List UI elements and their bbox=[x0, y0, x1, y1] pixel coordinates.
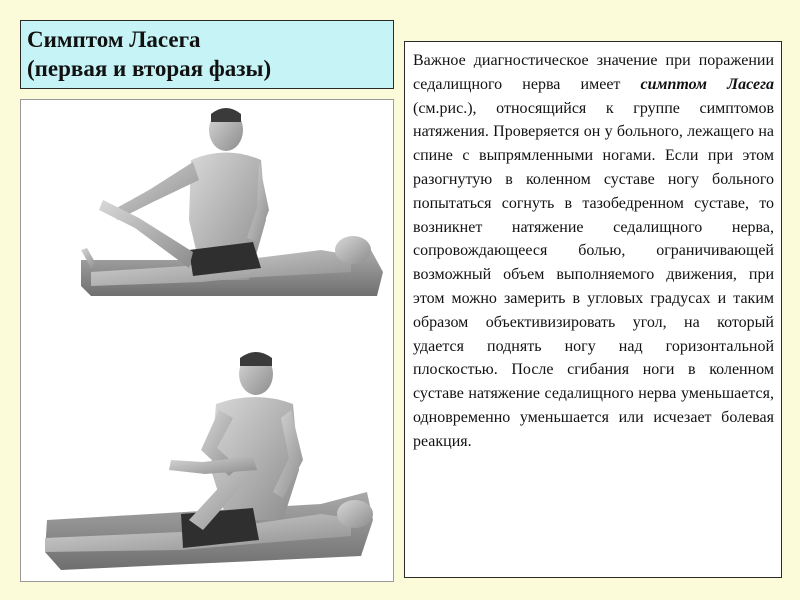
slide-title: Симптом Ласега bbox=[27, 27, 201, 52]
description-box bbox=[404, 41, 782, 578]
description-text-start: Важное диагностическое значение при поражении седалищного нерва имеет bbox=[413, 52, 774, 93]
title-box bbox=[20, 20, 394, 89]
phase-2-figure bbox=[45, 352, 373, 570]
slide-subtitle: (первая и вторая фазы) bbox=[27, 56, 272, 81]
lasegue-illustration bbox=[21, 100, 393, 581]
symptom-term: симптом Ласега bbox=[640, 75, 774, 93]
phase-1-figure bbox=[81, 108, 383, 296]
description-text-end: (см.рис.), относящийся к группе симптомов натяжения. Проверяется он у больного, лежащего на спине с выпрямленными ногами. Если при этом разогнутую в коленном суставе ногу больного попытаться согнуть в тазобедренном суставе, то возникнет натяжение седалищного нерва, сопровождающееся болью, ограничивающей возможный объем выполняемого движения, при этом можно замерить в угловых градусах и таким образом объективизировать угол, на который удается поднять ногу над горизонтальной плоскостью. После сгибания ноги в коленном суставе натяжение седалищного нерва уменьшается, одновременно уменьшается или исчезает болевая реакция. bbox=[413, 99, 774, 450]
illustration-panel bbox=[20, 99, 394, 582]
description-paragraph bbox=[413, 49, 774, 454]
